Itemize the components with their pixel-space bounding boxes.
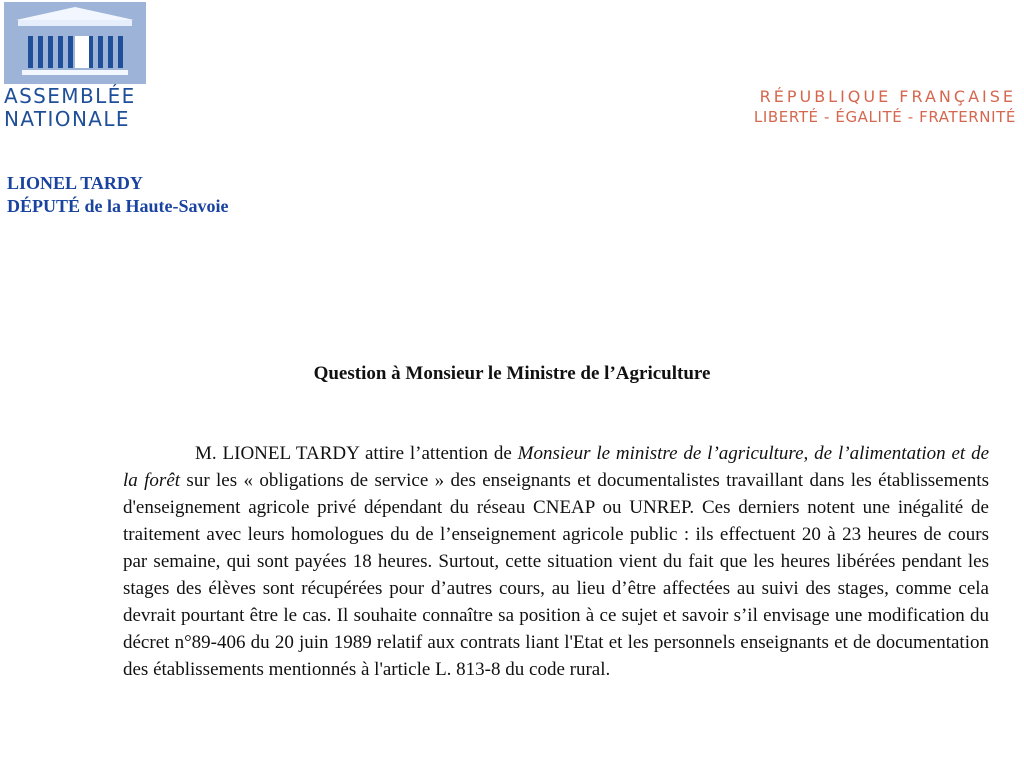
question-title: Question à Monsieur le Ministre de l’Agriculture	[313, 363, 711, 384]
logo-text-line-2: NATIONALE	[4, 107, 130, 131]
republique-francaise-header	[754, 86, 1016, 128]
assemblee-building-icon	[4, 2, 146, 84]
republic-title: RÉPUBLIQUE FRANÇAISE	[759, 87, 1016, 106]
deputy-name: LIONEL TARDY	[7, 173, 143, 193]
body-rest: sur les « obligations de service » des enseignants et documentalistes travaillant dans les établissements d'enseignement agricole privé dépendant du réseau CNEAP ou UNREP. Ces derniers notent une inégalité de traitement avec leurs homologues du de l’enseignement agricole public : ils effectuent 20 à 23 heures de cours par semaine, qui sont payées 18 heures. Surtout, cette situation vient du fait que les heures libérées pendant les stages des élèves sont récupérées pour d’autres cours, au lieu d’être affectées au suivi des stages, comme cela devrait pourtant être le cas. Il souhaite connaître sa position à ce sujet et savoir s’il envisage une modification du décret n°89-406 du 20 juin 1989 relatif aux contrats liant l'Etat et les personnels enseignants et de documentation des établissements mentionnés à l'article L. 813-8 du code rural.	[123, 470, 989, 680]
republic-motto: LIBERTÉ - ÉGALITÉ - FRATERNITÉ	[753, 108, 1016, 126]
deputy-role: DÉPUTÉ de la Haute-Savoie	[7, 196, 229, 216]
logo-text-line-1: ASSEMBLÉE	[4, 84, 136, 108]
assemblee-nationale-logo	[4, 2, 152, 130]
minister-reference: Monsieur le ministre de l’agriculture, de l’alimentation et de la forêt	[123, 443, 990, 491]
deputy-block	[7, 172, 229, 218]
question-body	[123, 440, 989, 683]
body-intro: M. LIONEL TARDY attire l’attention de	[195, 443, 518, 464]
